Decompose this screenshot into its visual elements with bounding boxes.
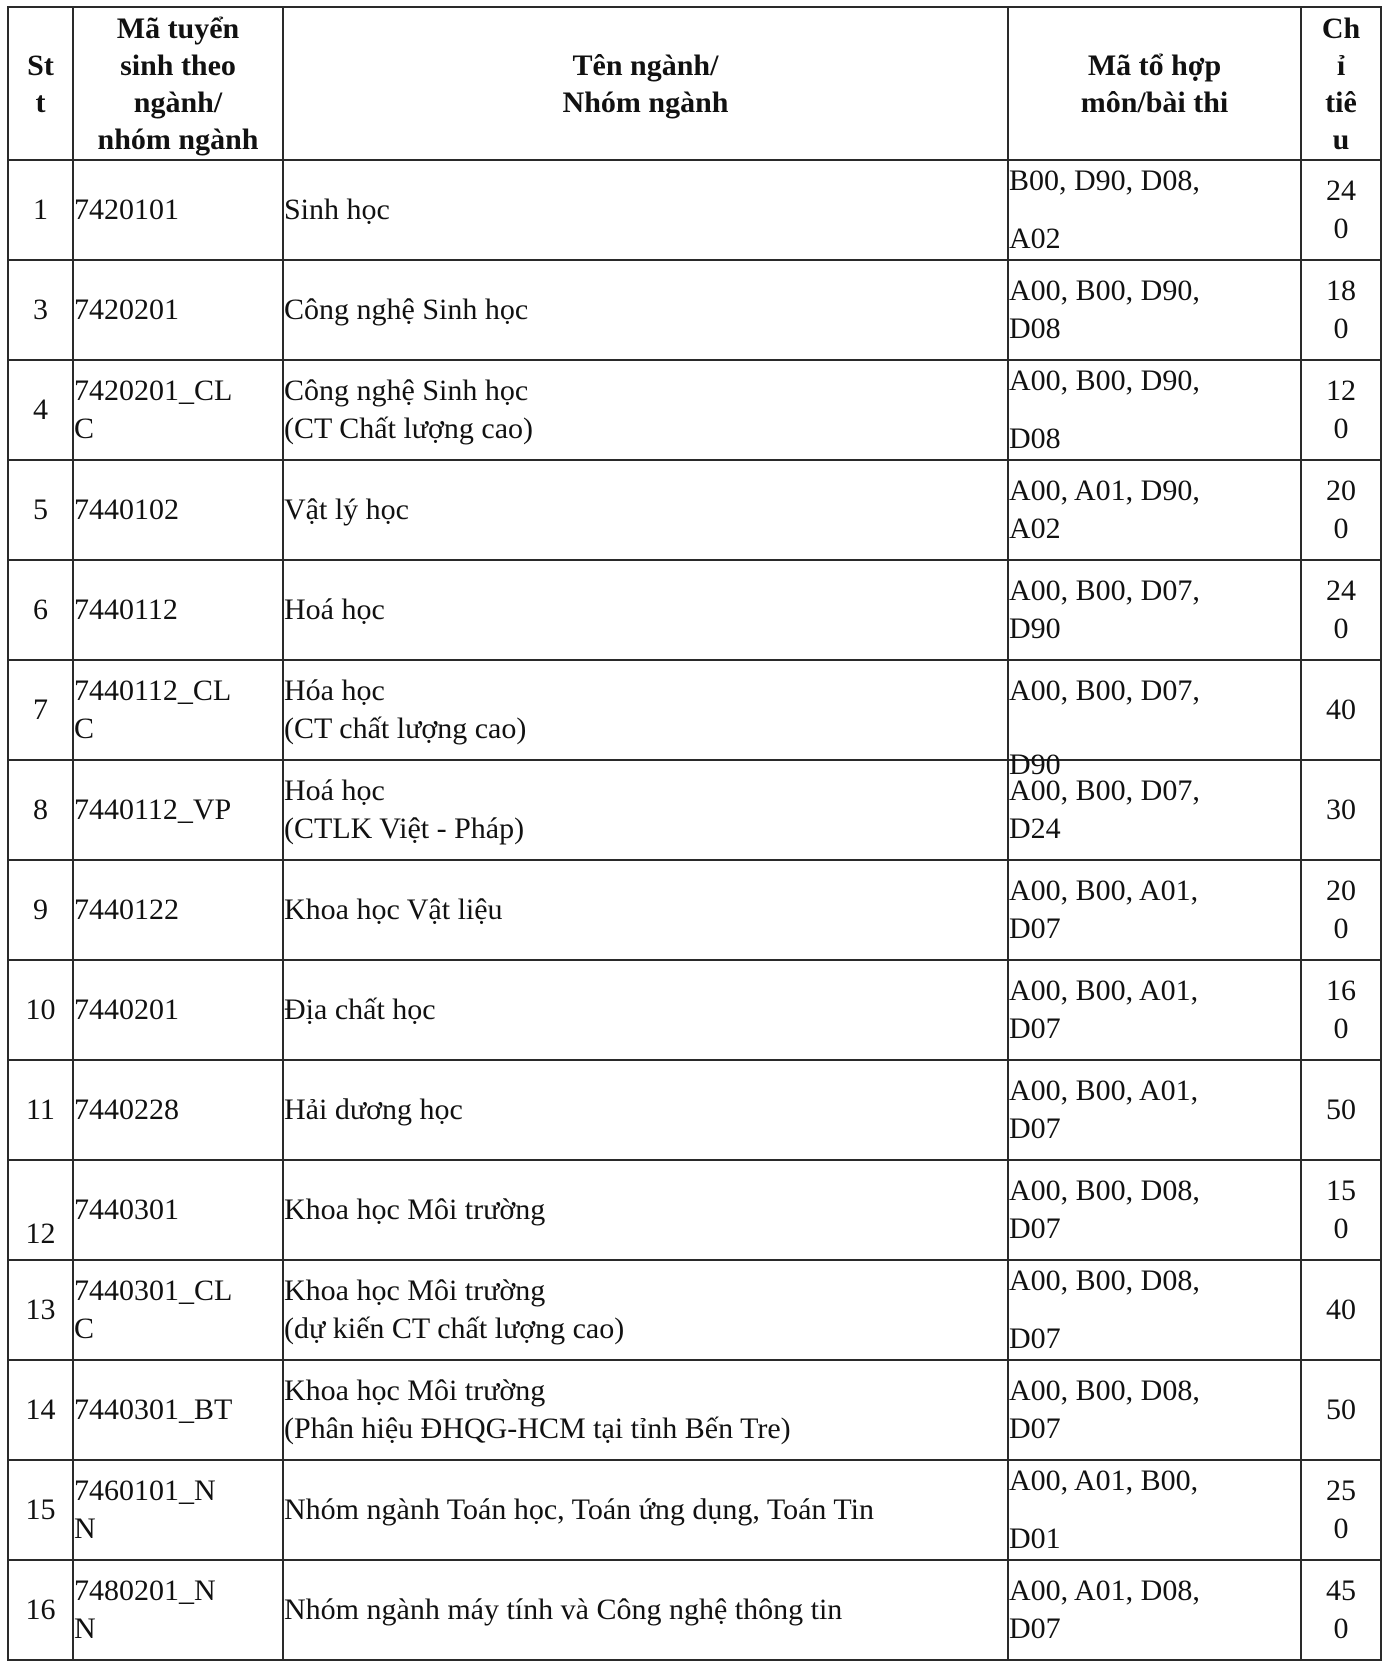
cell-quota: 20 0	[1301, 460, 1381, 560]
cell-combo: A00, B00, D07, D90	[1008, 660, 1301, 760]
table-row	[8, 460, 1381, 560]
table-row	[8, 1460, 1381, 1560]
cell-stt: 14	[8, 1360, 73, 1460]
cell-stt: 6	[8, 560, 73, 660]
cell-name: Nhóm ngành máy tính và Công nghệ thông tin	[283, 1560, 1008, 1660]
table-row	[8, 860, 1381, 960]
cell-name: Địa chất học	[283, 960, 1008, 1060]
cell-combo: A00, B00, D08, D07	[1008, 1260, 1301, 1360]
cell-stt: 15	[8, 1460, 73, 1560]
cell-quota: 18 0	[1301, 260, 1381, 360]
cell-code: 7420201	[73, 260, 283, 360]
cell-combo: A00, B00, A01, D07	[1008, 960, 1301, 1060]
cell-combo: A00, A01, D08, D07	[1008, 1560, 1301, 1660]
table-row	[8, 360, 1381, 460]
cell-name: Sinh học	[283, 160, 1008, 260]
header-name: Tên ngành/ Nhóm ngành	[283, 7, 1008, 160]
cell-code: 7440112_VP	[73, 760, 283, 860]
table-row	[8, 160, 1381, 260]
cell-combo: A00, A01, B00, D01	[1008, 1460, 1301, 1560]
cell-name: Công nghệ Sinh học	[283, 260, 1008, 360]
cell-combo: A00, B00, D90, D08	[1008, 260, 1301, 360]
cell-code: 7440122	[73, 860, 283, 960]
cell-name: Hoá học	[283, 560, 1008, 660]
cell-name: Nhóm ngành Toán học, Toán ứng dụng, Toán Tin	[283, 1460, 1008, 1560]
cell-code: 7440301_BT	[73, 1360, 283, 1460]
header-code: Mã tuyển sinh theo ngành/ nhóm ngành	[73, 7, 283, 160]
cell-quota: 40	[1301, 660, 1381, 760]
cell-combo: A00, B00, D07, D24	[1008, 760, 1301, 860]
cell-name: Khoa học Môi trường	[283, 1160, 1008, 1260]
cell-stt: 1	[8, 160, 73, 260]
cell-code: 7440201	[73, 960, 283, 1060]
cell-combo: A00, B00, A01, D07	[1008, 860, 1301, 960]
cell-code: 7480201_N N	[73, 1560, 283, 1660]
cell-name: Khoa học Môi trường (Phân hiệu ĐHQG-HCM tại tỉnh Bến Tre)	[283, 1360, 1008, 1460]
cell-stt: 9	[8, 860, 73, 960]
cell-name: Khoa học Vật liệu	[283, 860, 1008, 960]
cell-combo: A00, B00, D90, D08	[1008, 360, 1301, 460]
cell-quota: 24 0	[1301, 160, 1381, 260]
header-combo: Mã tổ hợp môn/bài thi	[1008, 7, 1301, 160]
cell-combo: A00, B00, D08, D07	[1008, 1360, 1301, 1460]
cell-stt: 8	[8, 760, 73, 860]
cell-code: 7420101	[73, 160, 283, 260]
cell-quota: 20 0	[1301, 860, 1381, 960]
cell-name: Hải dương học	[283, 1060, 1008, 1160]
cell-stt: 13	[8, 1260, 73, 1360]
cell-code: 7440112_CL C	[73, 660, 283, 760]
cell-stt: 12	[8, 1160, 73, 1260]
admissions-document	[7, 6, 1380, 1656]
cell-quota: 50	[1301, 1360, 1381, 1460]
cell-quota: 50	[1301, 1060, 1381, 1160]
cell-stt: 4	[8, 360, 73, 460]
cell-code: 7440112	[73, 560, 283, 660]
cell-combo: A00, B00, D07, D90	[1008, 560, 1301, 660]
cell-code: 7460101_N N	[73, 1460, 283, 1560]
cell-name: Khoa học Môi trường (dự kiến CT chất lượng cao)	[283, 1260, 1008, 1360]
cell-code: 7440301_CL C	[73, 1260, 283, 1360]
cell-name: Vật lý học	[283, 460, 1008, 560]
cell-quota: 45 0	[1301, 1560, 1381, 1660]
cell-quota: 30	[1301, 760, 1381, 860]
header-quota: Ch ỉ tiê u	[1301, 7, 1381, 160]
cell-code: 7440102	[73, 460, 283, 560]
table-row	[8, 1060, 1381, 1160]
cell-stt: 5	[8, 460, 73, 560]
cell-name: Hoá học (CTLK Việt - Pháp)	[283, 760, 1008, 860]
cell-quota: 24 0	[1301, 560, 1381, 660]
cell-stt: 10	[8, 960, 73, 1060]
cell-combo: A00, B00, A01, D07	[1008, 1060, 1301, 1160]
cell-code: 7440301	[73, 1160, 283, 1260]
cell-code: 7420201_CL C	[73, 360, 283, 460]
table-row	[8, 1160, 1381, 1260]
cell-combo: A00, B00, D08, D07	[1008, 1160, 1301, 1260]
cell-quota: 25 0	[1301, 1460, 1381, 1560]
cell-stt: 7	[8, 660, 73, 760]
table-row	[8, 1560, 1381, 1660]
table-row	[8, 660, 1381, 760]
cell-combo: A00, A01, D90, A02	[1008, 460, 1301, 560]
cell-name: Công nghệ Sinh học (CT Chất lượng cao)	[283, 360, 1008, 460]
cell-code: 7440228	[73, 1060, 283, 1160]
cell-stt: 3	[8, 260, 73, 360]
cell-name: Hóa học (CT chất lượng cao)	[283, 660, 1008, 760]
cell-quota: 12 0	[1301, 360, 1381, 460]
header-stt: St t	[8, 7, 73, 160]
table-row	[8, 1360, 1381, 1460]
cell-quota: 40	[1301, 1260, 1381, 1360]
table-row	[8, 260, 1381, 360]
table-row	[8, 960, 1381, 1060]
cell-combo: B00, D90, D08, A02	[1008, 160, 1301, 260]
cell-stt: 16	[8, 1560, 73, 1660]
table-row	[8, 1260, 1381, 1360]
admissions-table	[7, 6, 1382, 1661]
header-row	[8, 7, 1381, 160]
cell-quota: 15 0	[1301, 1160, 1381, 1260]
cell-quota: 16 0	[1301, 960, 1381, 1060]
table-row	[8, 560, 1381, 660]
cell-stt: 11	[8, 1060, 73, 1160]
